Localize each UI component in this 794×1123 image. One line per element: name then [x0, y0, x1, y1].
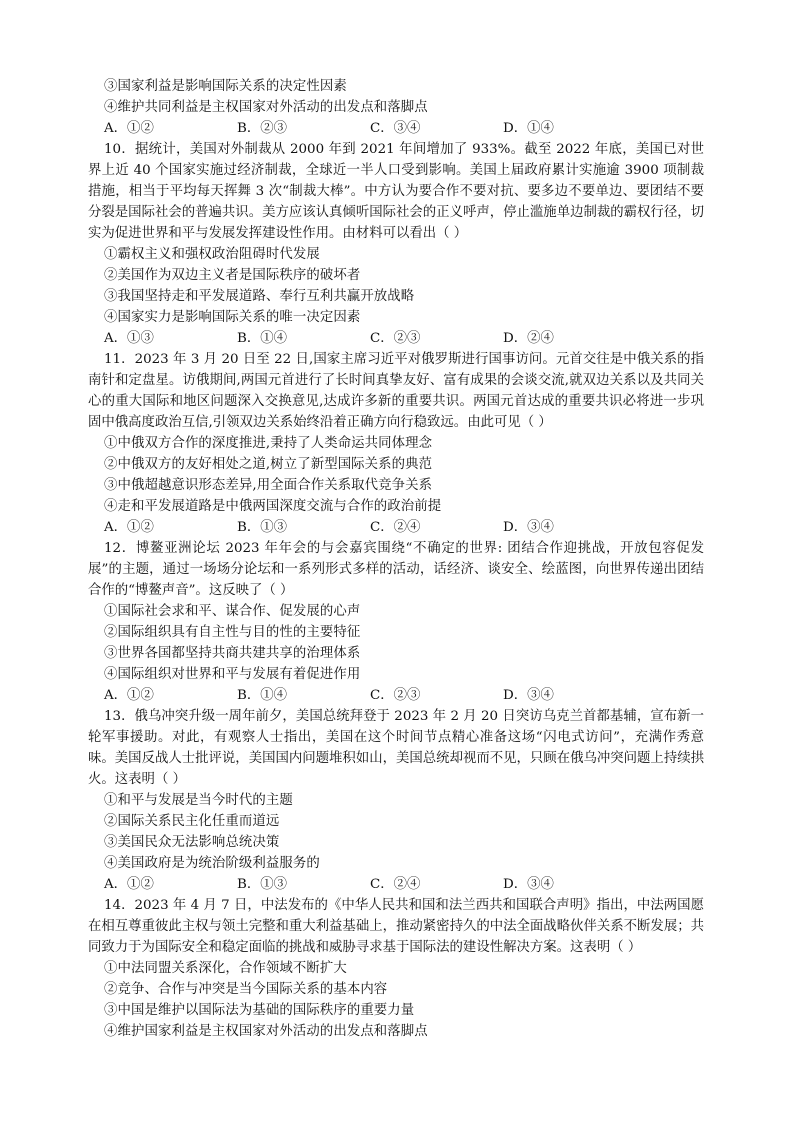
choice-c: C．②③: [370, 688, 421, 703]
choice-c: C．②④: [370, 520, 421, 535]
option-1: ①中法同盟关系深化，合作领域不断扩大: [104, 961, 347, 976]
option-4: ④国际组织对世界和平与发展有着促进作用: [104, 667, 361, 682]
question-12-stem: 12．博鳌亚洲论坛 2023 年年会的与会嘉宾围绕“不确定的世界: 团结合作迎挑战，开放包容促发展”的主题，通过一场场分论坛和一系列形式多样的活动，话经济、谈安全、绘蓝图，向世界传递出团结合作的“博鳌声音”。这反映了（ ）: [88, 541, 704, 598]
answer-choices: [104, 517, 704, 538]
option-3: ③我国坚持走和平发展道路、奉行互利共赢开放战略: [104, 289, 415, 304]
answer-choices: [104, 118, 704, 139]
question-13-stem: 13．俄乌冲突升级一周年前夕，美国总统拜登于 2023 年 2 月 20 日突访乌克兰首都基辅，宣布新一轮军事援助。对此，有观察人士指出，美国在这个时间节点精心准备这场“闪电式访问”，充满作秀意味。美国反战人士批评说，美国国内问题堆积如山，美国总统却视而不见，只顾在俄乌冲突问题上持续拱火。这表明（ ）: [88, 709, 704, 787]
choice-a: A．①②: [104, 121, 154, 136]
option-3: ③国家利益是影响国际关系的决定性因素: [104, 79, 347, 94]
question-14: [88, 895, 704, 1042]
option-4: ④维护国家利益是主权国家对外活动的出发点和落脚点: [104, 1024, 428, 1039]
choice-b: B．①④: [237, 688, 288, 703]
choice-a: A．①③: [104, 331, 154, 346]
answer-choices: [104, 874, 704, 895]
option-4: ④维护共同利益是主权国家对外活动的出发点和落脚点: [104, 100, 428, 115]
choice-d: D．①④: [503, 121, 554, 136]
option-1: ①霸权主义和强权政治阻碍时代发展: [104, 247, 320, 262]
option-2: ②国际关系民主化任重而道远: [104, 814, 280, 829]
question-14-stem: 14．2023 年 4 月 7 日，中法发布的《中华人民共和国和法兰西共和国联合声明》指出，中法两国愿在相互尊重彼此主权与领土完整和重大利益基础上，推动紧密持久的中法全面战略伙伴关系不断发展；共同致力于为国际安全和稳定面临的挑战和威胁寻求基于国际法的建设性解决方案。这表明（ ）: [88, 898, 704, 955]
option-1: ①和平与发展是当今时代的主题: [104, 793, 293, 808]
option-2: ②竞争、合作与冲突是当今国际关系的基本内容: [104, 982, 388, 997]
option-1: ①中俄双方合作的深度推进,秉持了人类命运共同体理念: [104, 436, 433, 451]
choice-a: A．①②: [104, 877, 154, 892]
choice-c: C．②④: [370, 877, 421, 892]
option-4: ④走和平发展道路是中俄两国深度交流与合作的政治前提: [104, 499, 442, 514]
option-4: ④美国政府是为统治阶级利益服务的: [104, 856, 320, 871]
option-3: ③中俄超越意识形态差异,用全面合作关系取代竞争关系: [104, 478, 433, 493]
answer-choices: [104, 328, 704, 349]
choice-d: D．③④: [503, 688, 554, 703]
prev-question-options: [104, 76, 704, 139]
choice-b: B．①③: [237, 520, 288, 535]
question-10-stem: 10．据统计，美国对外制裁从 2000 年到 2021 年间增加了 933%。截至 2022 年底，美国已对世界上近 40 个国家实施过经济制裁，全球近一半人口受到影响。美国上届政府累计实施逾 3900 项制裁措施，相当于平均每天挥舞 3 次“制裁大棒”。中方认为要合作不要对抗、要多边不要单边、要团结不要分裂是国际社会的普遍共识。美方应该认真倾听国际社会的正义呼声，停止滥施单边制裁的霸权行径，切实为促进世界和平与发展发挥建设性作用。由材料可以看出（ ）: [88, 142, 704, 241]
choice-b: B．②③: [237, 121, 288, 136]
option-1: ①国际社会求和平、谋合作、促发展的心声: [104, 604, 361, 619]
option-3: ③中国是维护以国际法为基础的国际秩序的重要力量: [104, 1003, 415, 1018]
choice-d: D．③④: [503, 877, 554, 892]
option-3: ③世界各国都坚持共商共建共享的治理体系: [104, 646, 361, 661]
question-12: [88, 538, 704, 706]
option-2: ②国际组织具有自主性与目的性的主要特征: [104, 625, 361, 640]
answer-choices: [104, 685, 704, 706]
option-3: ③美国民众无法影响总统决策: [104, 835, 280, 850]
question-13: [88, 706, 704, 895]
choice-d: D．②④: [503, 331, 554, 346]
choice-b: B．①③: [237, 877, 288, 892]
option-2: ②美国作为双边主义者是国际秩序的破坏者: [104, 268, 361, 283]
choice-b: B．①④: [237, 331, 288, 346]
choice-a: A．①②: [104, 688, 154, 703]
question-11: [88, 349, 704, 538]
option-4: ④国家实力是影响国际关系的唯一决定因素: [104, 310, 361, 325]
option-2: ②中俄双方的友好相处之道,树立了新型国际关系的典范: [104, 457, 433, 472]
question-10: [88, 139, 704, 349]
choice-c: C．②③: [370, 331, 421, 346]
question-11-stem: 11．2023 年 3 月 20 日至 22 日,国家主席习近平对俄罗斯进行国事访问。元首交往是中俄关系的指南针和定盘星。访俄期间,两国元首进行了长时间真挚友好、富有成果的会谈交流,就双边关系以及共同关心的重大国际和地区问题深入交换意见,达成许多新的重要共识。两国元首达成的重要共识必将进一步巩固中俄高度政治互信,引领双边关系始终沿着正确方向行稳致远。由此可见（ ）: [88, 352, 704, 430]
choice-a: A．①②: [104, 520, 154, 535]
choice-c: C．③④: [370, 121, 421, 136]
choice-d: D．③④: [503, 520, 554, 535]
